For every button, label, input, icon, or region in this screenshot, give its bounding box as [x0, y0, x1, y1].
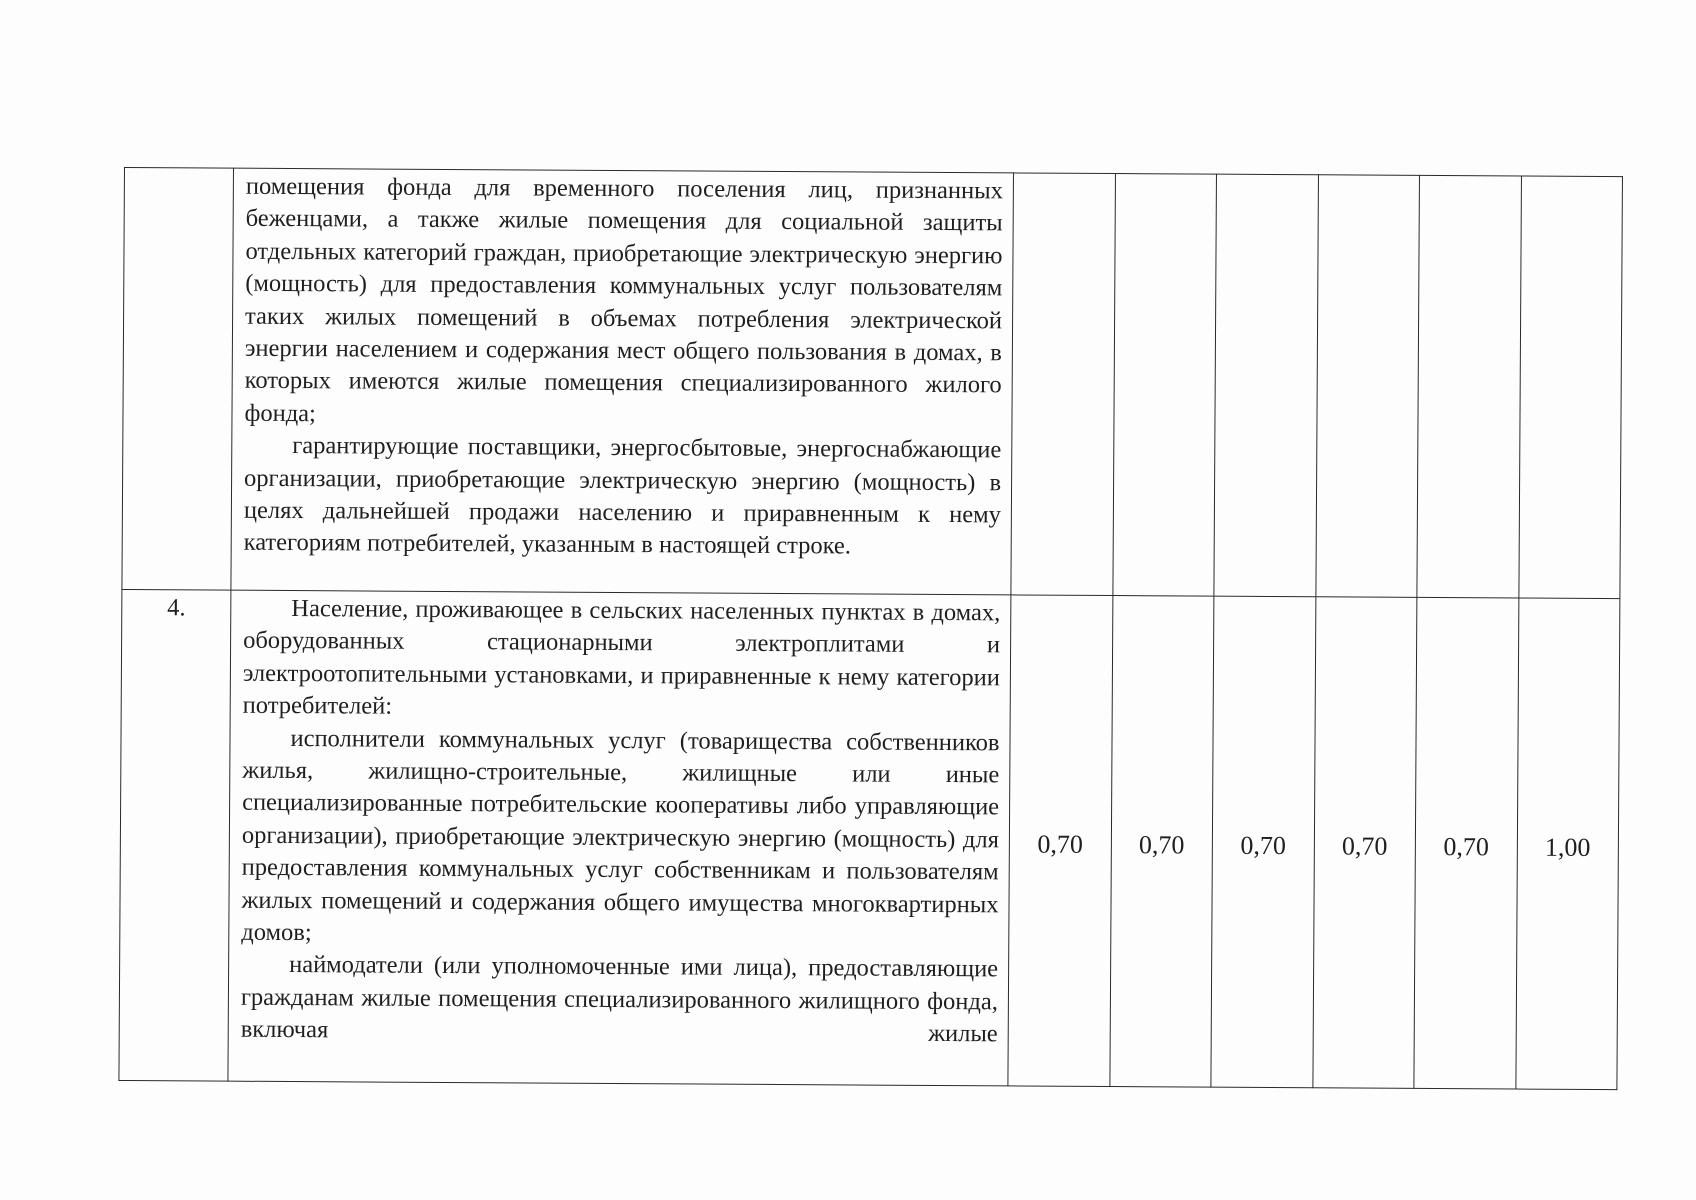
paragraph: исполнители коммунальных услуг (товарищества собственников жилья, жилищно-строительные, жилищные или иные специализированные потребительские кооперативы либо управляющие организации), приобретающие электрическую энергию (мощность) для предоставления коммунальных услуг собственникам и пользователям жилых помещений и содержания общего имущества многоквартирных домов; [241, 724, 1000, 947]
value-cell: 0,70 [1109, 596, 1213, 1088]
paragraph: гарантирующие поставщики, энергосбытовые, энергоснабжающие организации, приобретающие электрическую энергию (мощность) в целях дальнейшей продажи населению и приравненным к нему категориям потребителей, указанным в настоящей строке. [243, 432, 1002, 560]
description-cell [231, 168, 1014, 595]
value-cell [1518, 176, 1622, 599]
value-cell: 0,70 [1008, 595, 1112, 1087]
paragraph: наймодатели (или уполномоченные ими лица), предоставляющие гражданам жилые помещения специализированного жилищного фонда, включая жилые [240, 951, 999, 1048]
table-row [122, 168, 1623, 599]
value-cell: 0,70 [1312, 597, 1416, 1089]
table-row [119, 589, 1620, 1089]
value-cell: 0,70 [1414, 597, 1518, 1089]
paragraph: помещения фонда для временного поселения лиц, признанных беженцами, а также жилые помещения для социальной защиты отдельных категорий граждан, приобретающие электрическую энергию (мощность) для предоставления коммунальных услуг пользователям таких жилых помещений в объемах потребления электрической энергии населением и содержания мест общего пользования в домах, в которых имеются жилые помещения специализированного жилого фонда; [244, 172, 1003, 428]
value-cell [1112, 174, 1216, 597]
description-cell [228, 590, 1011, 1086]
paragraph: Население, проживающее в сельских населенных пунктах в домах, оборудованных стационарными электроплитами и электроотопительными установками, и приравненные к нему категории потребителей: [242, 595, 1001, 720]
row-number-cell [122, 168, 234, 591]
value-cell [1417, 175, 1521, 598]
value-cell: 1,00 [1515, 598, 1619, 1090]
value-cell [1011, 173, 1115, 596]
tariff-table [118, 167, 1623, 1090]
value-cell [1214, 174, 1318, 597]
value-cell: 0,70 [1211, 596, 1315, 1088]
row-number-cell: 4. [119, 589, 231, 1081]
value-cell [1315, 175, 1419, 598]
